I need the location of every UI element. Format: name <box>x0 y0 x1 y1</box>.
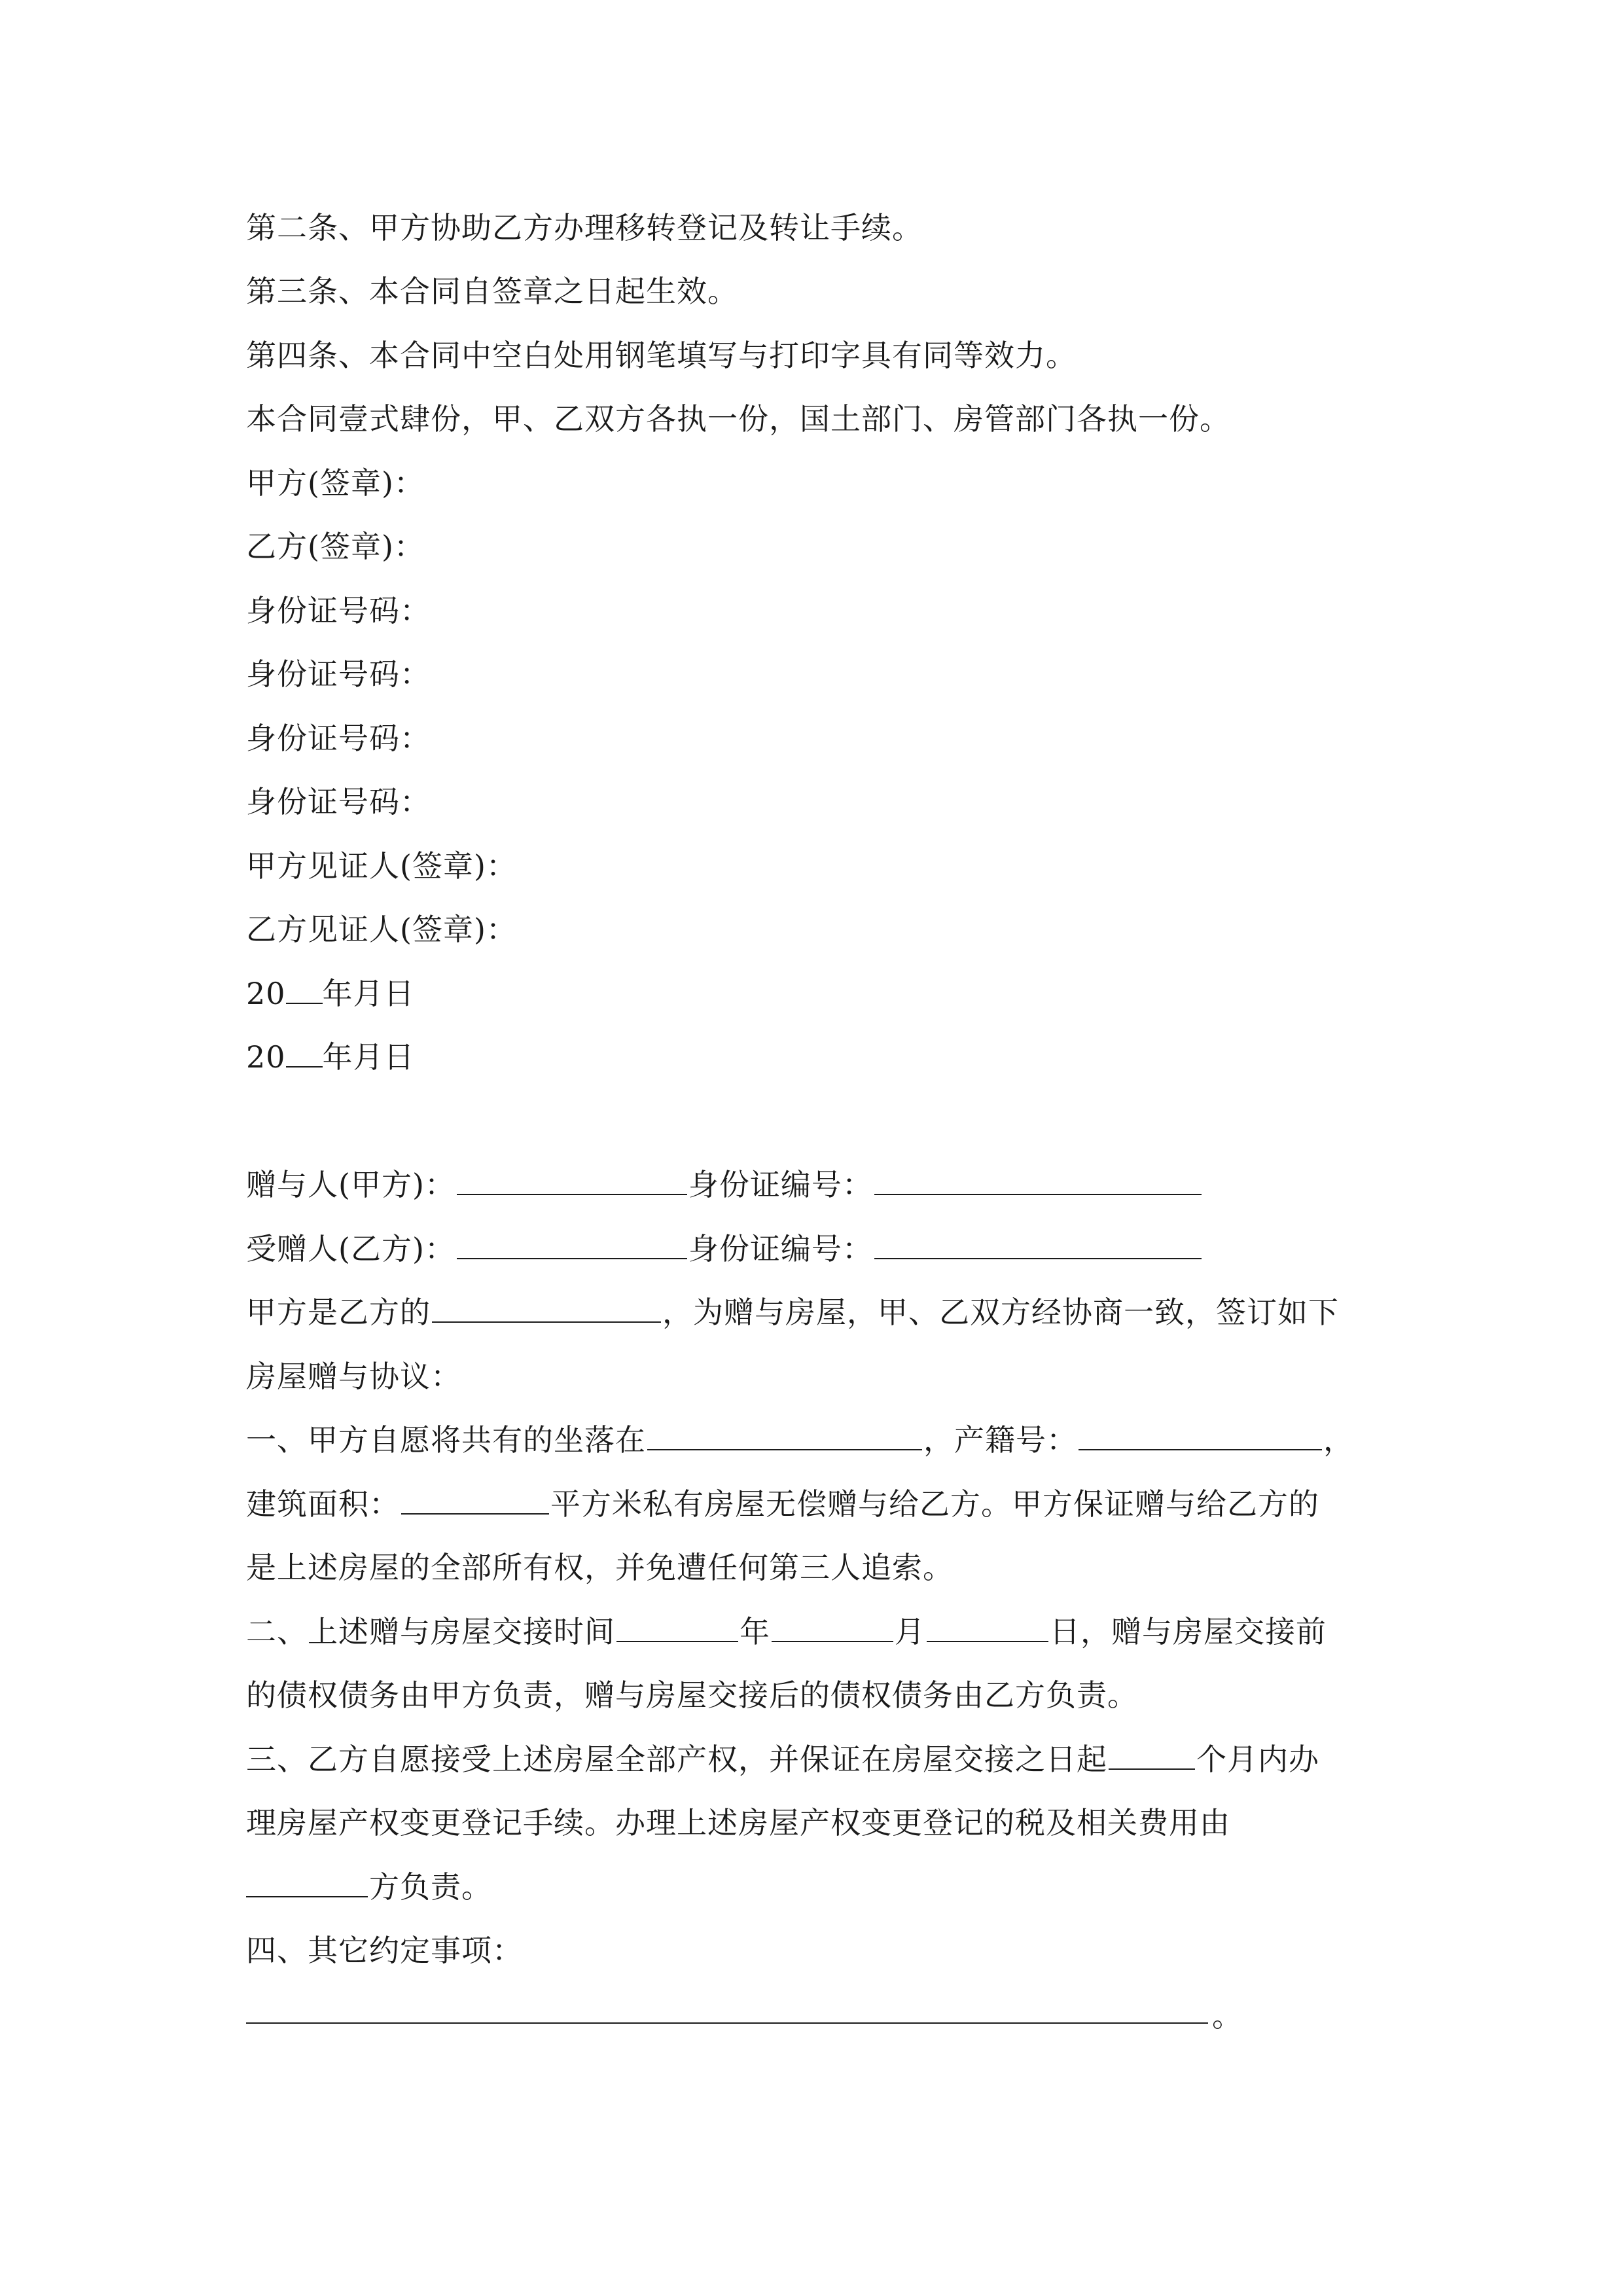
relation-suffix: ，为赠与房屋，甲、乙双方经协商一致，签订如下 <box>662 1295 1339 1330</box>
date-2-suffix: 年月日 <box>322 1039 415 1075</box>
party-b-signature: 乙方(签章)： <box>246 529 425 564</box>
months-blank <box>1109 1740 1195 1770</box>
registry-number-blank <box>1079 1420 1322 1450</box>
relation-line <box>246 1293 1339 1332</box>
item-3-months-suffix: 个月内办 <box>1196 1742 1319 1777</box>
date-1-year-blank <box>286 974 323 1004</box>
date-2-year-blank <box>286 1037 323 1067</box>
fee-party-blank <box>246 1867 368 1897</box>
item-1-comma: ， <box>1323 1422 1354 1458</box>
donee-id-blank <box>874 1229 1202 1259</box>
item-1-line-2 <box>246 1484 1319 1524</box>
item-1-line-3: 是上述房屋的全部所有权，并免遭任何第三人追索。 <box>246 1550 954 1585</box>
item-2-line-2: 的债权债务由甲方负责，赠与房屋交接后的债权债务由乙方负责。 <box>246 1677 1138 1713</box>
donor-name-blank <box>457 1165 687 1195</box>
item-1-registry-label: ，产籍号： <box>923 1422 1077 1458</box>
article-4: 第四条、本合同中空白处用钢笔填写与打印字具有同等效力。 <box>246 338 1077 373</box>
article-2: 第二条、甲方协助乙方办理移转登记及转让手续。 <box>246 210 923 245</box>
id-number-2: 身份证号码： <box>246 656 431 692</box>
date-line-2 <box>246 1037 415 1077</box>
id-number-3: 身份证号码： <box>246 721 431 756</box>
item-1-location-label: 一、甲方自愿将共有的坐落在 <box>246 1422 646 1458</box>
date-2-prefix: 20 <box>246 1039 286 1075</box>
item-2-line-1 <box>246 1612 1327 1651</box>
witness-b: 乙方见证人(签章)： <box>246 912 517 947</box>
item-3-line-3 <box>246 1867 492 1907</box>
item-1-area-suffix: 平方米私有房屋无偿赠与给乙方。甲方保证赠与给乙方的 <box>550 1486 1319 1522</box>
handover-day-blank <box>927 1612 1048 1642</box>
copies-clause: 本合同壹式肆份，甲、乙双方各执一份，国土部门、房管部门各执一份。 <box>246 401 1230 437</box>
witness-a: 甲方见证人(签章)： <box>246 848 517 884</box>
item-2-month: 月 <box>895 1614 925 1649</box>
item-1-line-1 <box>246 1420 1354 1460</box>
id-number-4: 身份证号码： <box>246 784 431 819</box>
item-2-day: 日，赠与房屋交接前 <box>1050 1614 1327 1649</box>
item-3-line-1 <box>246 1740 1319 1779</box>
relation-blank <box>432 1293 661 1323</box>
donee-name-blank <box>457 1229 687 1259</box>
item-4: 四、其它约定事项： <box>246 1933 523 1968</box>
relation-prefix: 甲方是乙方的 <box>246 1295 431 1330</box>
other-terms-blank <box>246 2022 1208 2024</box>
item-2-year: 年 <box>740 1614 770 1649</box>
item-2-handover-label: 二、上述赠与房屋交接时间 <box>246 1614 615 1649</box>
item-3-line-2: 理房屋产权变更登记手续。办理上述房屋产权变更登记的税及相关费用由 <box>246 1805 1230 1840</box>
id-number-1: 身份证号码： <box>246 593 431 628</box>
donor-label: 赠与人(甲方)： <box>246 1167 455 1202</box>
date-1-suffix: 年月日 <box>322 976 415 1011</box>
donee-label: 受赠人(乙方)： <box>246 1231 455 1266</box>
handover-year-blank <box>616 1612 738 1642</box>
donee-line <box>246 1229 1203 1268</box>
area-blank <box>401 1484 549 1515</box>
item-3-fee-suffix: 方负责。 <box>369 1869 492 1905</box>
location-blank <box>647 1420 922 1450</box>
date-1-prefix: 20 <box>246 976 286 1011</box>
agreement-intro: 房屋赠与协议： <box>246 1359 461 1394</box>
item-3-prefix: 三、乙方自愿接受上述房屋全部产权，并保证在房屋交接之日起 <box>246 1742 1107 1777</box>
end-mark: 。 <box>1212 1998 1242 2034</box>
handover-month-blank <box>772 1612 893 1642</box>
item-1-area-label: 建筑面积： <box>246 1486 400 1522</box>
donor-id-label: 身份证编号： <box>688 1167 873 1202</box>
party-a-signature: 甲方(签章)： <box>246 465 425 501</box>
donee-id-label: 身份证编号： <box>688 1231 873 1266</box>
date-line-1 <box>246 974 415 1013</box>
article-3: 第三条、本合同自签章之日起生效。 <box>246 274 738 309</box>
donor-id-blank <box>874 1165 1202 1195</box>
donor-line <box>246 1165 1203 1204</box>
